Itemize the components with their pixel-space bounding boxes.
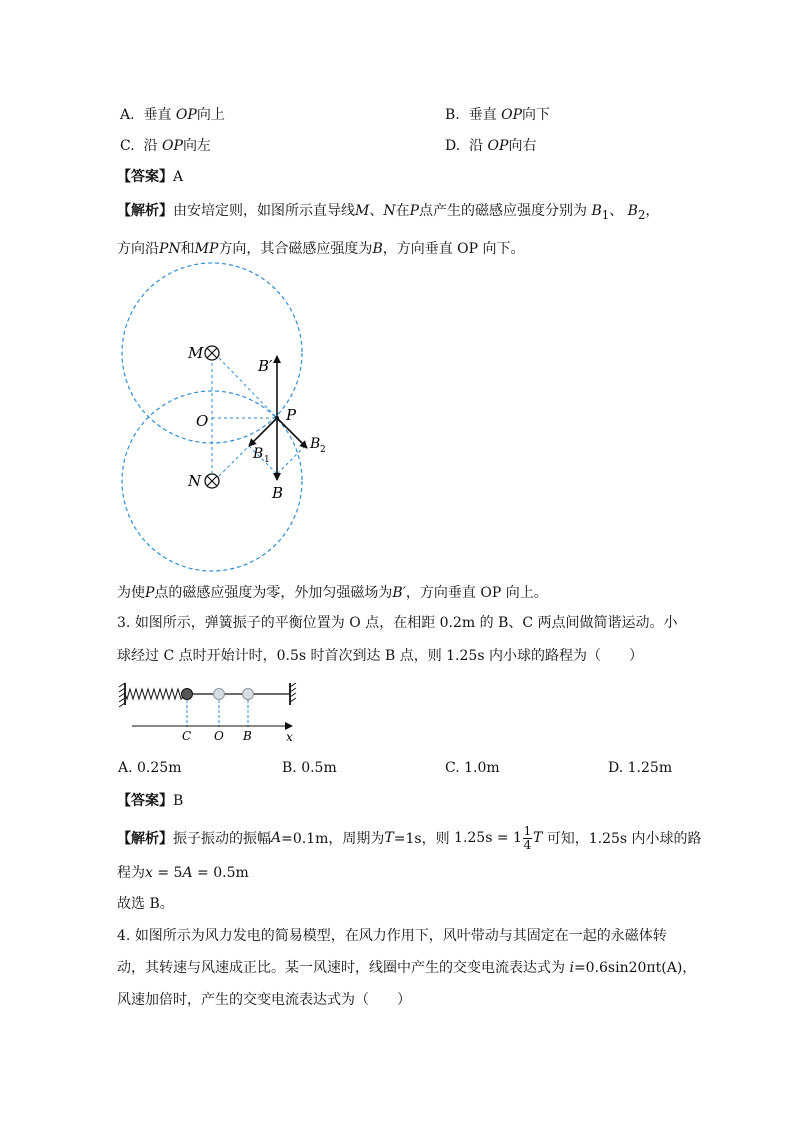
question-4-line-3 (117, 989, 411, 1009)
option-text: 沿 (143, 138, 158, 154)
label-b2: B (310, 436, 321, 452)
answer-line (117, 166, 183, 186)
label-b2-sub: 2 (320, 445, 326, 455)
analysis-text: 、 (369, 203, 384, 219)
analysis-text: =1s，则 (393, 831, 450, 847)
fraction (523, 825, 532, 852)
q3-option-c (445, 760, 500, 776)
label-m: M (188, 344, 204, 362)
ball-o (214, 689, 225, 700)
question-text: 动，其转速与风速成正比。某一风速时，线圈中产生的交变电流表达式为 (117, 960, 570, 976)
option-b (445, 104, 550, 124)
var-pn: PN (159, 241, 181, 257)
answer-label: 【答案】 (117, 793, 173, 809)
analysis-label: 【解析】 (117, 203, 173, 219)
q3-conclusion (117, 893, 174, 913)
point-p (275, 416, 279, 420)
question-4-line-2 (117, 957, 696, 977)
var-t: T (532, 830, 543, 846)
option-letter: A. (118, 760, 133, 776)
question-4-line-1 (117, 925, 667, 945)
conclusion-text: 故选 B。 (117, 896, 174, 912)
var-n: N (383, 203, 396, 219)
option-letter: A. (120, 107, 135, 123)
label-b: B (272, 484, 284, 502)
q3-analysis-line-2 (117, 862, 249, 882)
analysis-text: 点的磁感应强度为零，外加匀强磁场为 (154, 585, 393, 601)
equation: 1.25s = 1 (454, 830, 522, 846)
option-var: OP (162, 138, 183, 154)
subscript: 1 (601, 207, 610, 222)
question-text: =0.6sin20πt(A)， (573, 960, 697, 976)
option-letter: D. (608, 760, 624, 776)
analysis-label: 【解析】 (117, 831, 173, 847)
analysis-text: ，方向垂直 OP 向上。 (405, 585, 548, 601)
analysis-text: 方向，其合磁感应强度为 (218, 241, 373, 257)
ball-b (243, 689, 254, 700)
var-a: A (271, 830, 282, 846)
label-x: x (286, 730, 293, 744)
q3-option-b (282, 760, 337, 776)
var-m: M (355, 203, 370, 219)
option-text: 向右 (508, 138, 537, 154)
spring (125, 689, 186, 699)
q3-answer-line (117, 790, 183, 810)
option-var: OP (487, 138, 509, 154)
wire-n-icon (205, 474, 219, 488)
option-text: 向下 (522, 107, 551, 123)
option-d (445, 135, 536, 155)
label-b: B (243, 729, 252, 743)
option-c (120, 135, 211, 155)
label-b1: B (253, 446, 264, 462)
analysis-text: 和 (180, 241, 195, 257)
label-p: P (286, 406, 297, 424)
ball-c (182, 689, 193, 700)
analysis-text: = 0.5m (192, 865, 249, 881)
option-text: 垂直 (468, 107, 497, 123)
option-value: 0.25m (137, 760, 182, 776)
option-a (120, 104, 225, 124)
analysis-conclusion (117, 582, 548, 602)
label-b1-sub: 1 (264, 455, 270, 465)
fraction-denominator: 4 (523, 837, 532, 852)
analysis-text: ，方向垂直 OP 向下。 (382, 241, 525, 257)
analysis-text: 可知，1.25s 内小球的路 (546, 831, 702, 847)
option-letter: C. (120, 138, 135, 154)
var-b-prime: B′ (392, 585, 406, 601)
var-a: A (182, 865, 193, 881)
answer-value: A (173, 169, 184, 185)
question-text: 如图所示，弹簧振子的平衡位置为 O 点，在相距 0.2m 的 B、C 两点间做简谐运动。小 (134, 615, 678, 631)
analysis-text: 点产生的磁感应强度分别为 (419, 203, 588, 219)
label-b-prime: B′ (258, 357, 273, 375)
label-o: O (196, 412, 209, 430)
option-var: OP (501, 107, 523, 123)
b1-arrow (249, 418, 277, 446)
option-letter: C. (445, 760, 460, 776)
answer-value: B (173, 793, 184, 809)
magnetic-field-diagram (115, 258, 326, 580)
q3-option-d (608, 760, 672, 776)
var-p: P (409, 203, 420, 219)
var-t: T (384, 830, 394, 846)
analysis-line-2 (117, 238, 525, 258)
q3-option-a (118, 760, 181, 776)
question-text: 球经过 C 点时开始计时，0.5s 时首次到达 B 点，则 1.25s 内小球的路程为（ ） (117, 648, 643, 664)
label-o: O (214, 729, 224, 743)
answer-label: 【答案】 (117, 169, 173, 185)
analysis-text: 、 (609, 203, 624, 219)
question-text: 如图所示为风力发电的简易模型，在风力作用下，风叶带动与其固定在一起的永磁体转 (134, 928, 667, 944)
var-b1: B (591, 203, 602, 219)
label-n: N (188, 472, 202, 490)
option-text: 垂直 (143, 107, 172, 123)
analysis-text: =0.1m，周期为 (281, 831, 385, 847)
analysis-line-1 (117, 200, 659, 222)
option-var: OP (175, 107, 197, 123)
option-value: 1.0m (464, 760, 500, 776)
analysis-text: 在 (395, 203, 410, 219)
var-mp: MP (194, 241, 219, 257)
var-i: i (569, 960, 574, 976)
analysis-text: 方向沿 (117, 241, 159, 257)
analysis-text: 程为 (117, 865, 145, 881)
fraction-numerator: 1 (523, 823, 532, 838)
analysis-text: 振子振动的振幅 (173, 831, 271, 847)
q3-analysis-line-1 (117, 818, 702, 858)
option-letter: D. (445, 138, 461, 154)
question-number: 3. (117, 615, 131, 631)
option-text: 向左 (182, 138, 211, 154)
option-text: 向上 (196, 107, 225, 123)
question-text: 风速加倍时，产生的交变电流表达式为（ ） (117, 992, 411, 1008)
subscript: 2 (637, 207, 646, 222)
option-text: 沿 (469, 138, 484, 154)
wire-m-icon (205, 346, 219, 360)
var-b2: B (627, 203, 638, 219)
analysis-text: 为使 (117, 585, 145, 601)
analysis-text: = 5 (152, 865, 183, 881)
spring-oscillator-diagram (118, 676, 304, 746)
question-3-line-2 (117, 645, 643, 665)
option-value: 0.5m (301, 760, 337, 776)
var-x: x (145, 865, 153, 881)
option-value: 1.25m (627, 760, 673, 776)
option-letter: B. (282, 760, 297, 776)
analysis-text: ， (645, 203, 660, 219)
question-3-line-1 (117, 612, 678, 632)
var-p: P (145, 585, 155, 601)
question-number: 4. (117, 928, 131, 944)
option-letter: B. (445, 107, 460, 123)
label-c: C (182, 729, 192, 743)
analysis-text: 由安培定则，如图所示直导线 (173, 203, 355, 219)
var-b: B (372, 241, 383, 257)
